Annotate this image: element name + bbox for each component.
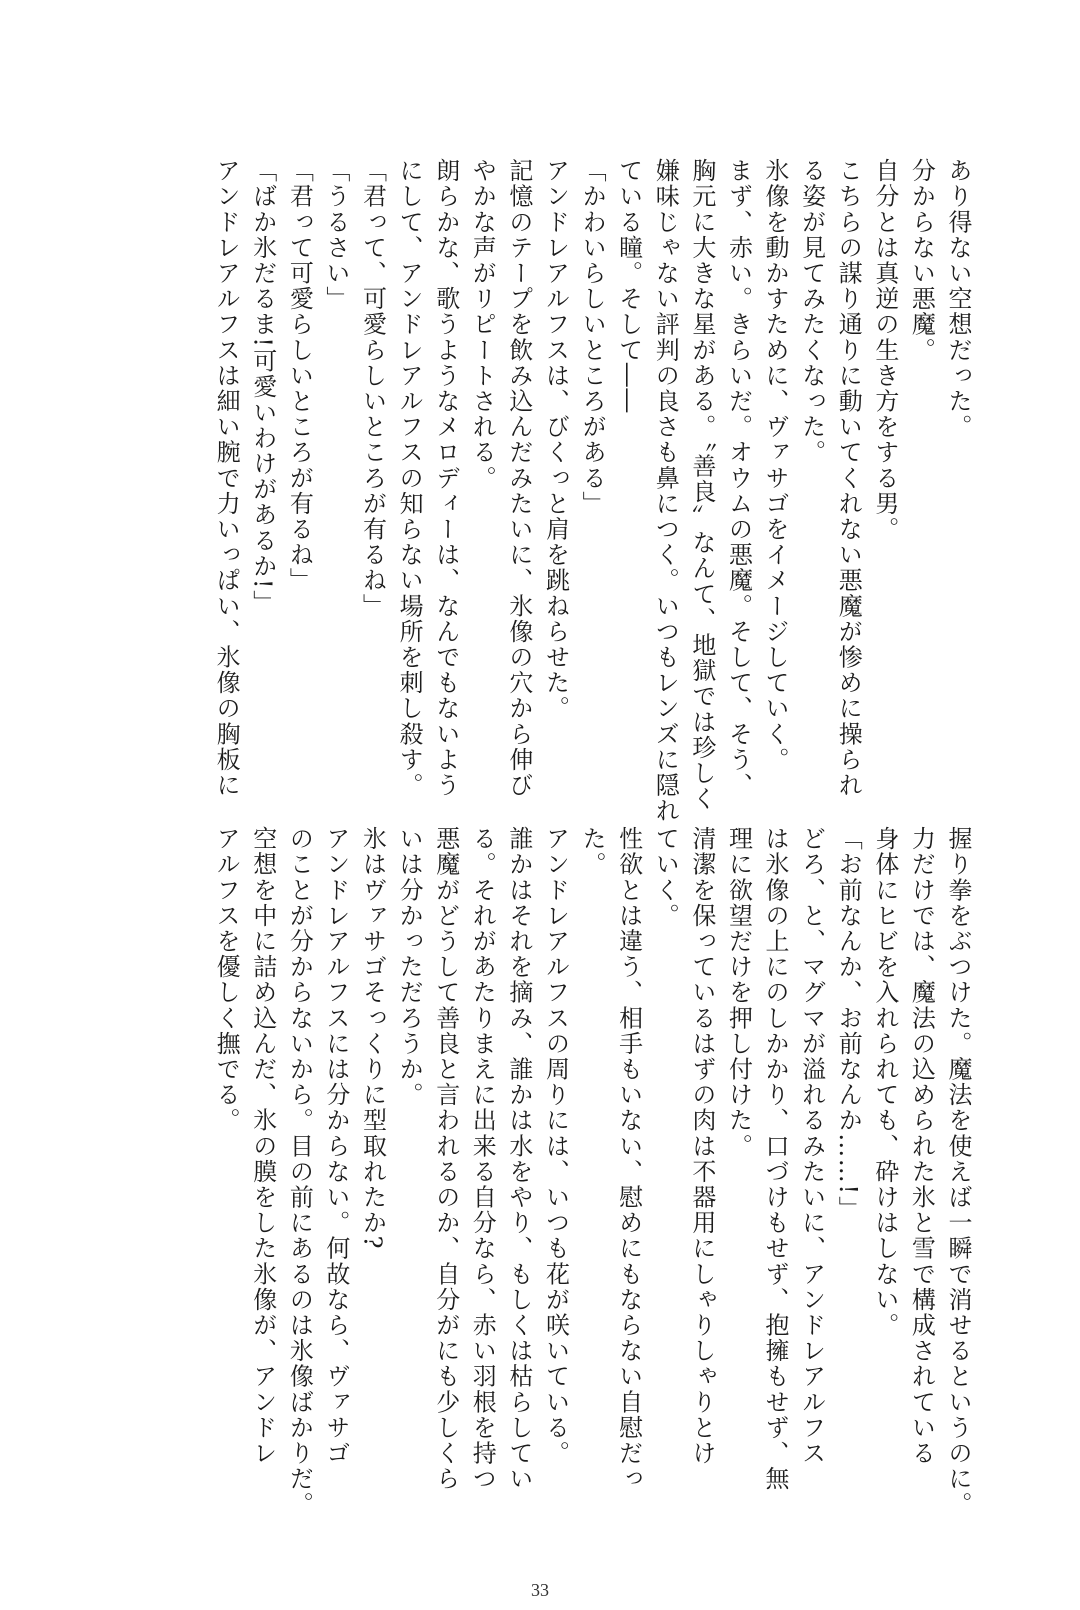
text-line: 「かわいらしいところがある」 <box>578 158 607 517</box>
text-line: ていく。 <box>651 826 680 929</box>
text-line: アンドレアルフスの周りには、いつも花が咲いている。 <box>541 826 570 1466</box>
text-line: る姿が見てみたくなった。 <box>797 158 826 466</box>
text-line: のことが分からないから。目の前にあるのは氷像ばかりだ。 <box>285 826 314 1518</box>
text-line: 「ばか氷だるま!可愛いわけがあるか!」 <box>248 158 277 616</box>
text-line: る。それがあたりまえに出来る自分なら、赤い羽根を持つ <box>468 826 497 1492</box>
text-line: やかな声がリピートされる。 <box>468 158 497 491</box>
text-line: た。 <box>578 826 607 878</box>
text-line: 分からない悪魔。 <box>907 158 936 363</box>
text-line: 胸元に大きな星がある。〝善良〟なんて、地獄では珍しく <box>687 158 716 812</box>
text-line: まず、赤い。きらいだ。オウムの悪魔。そして、そう、 <box>724 158 753 798</box>
text-line: アンドレアルフスは、びくっと肩を跳ねらせた。 <box>541 158 570 722</box>
text-line: 「君って、可愛らしいところが有るね」 <box>358 158 387 619</box>
text-line: 朗らかな、歌うようなメロディーは、なんでもないよう <box>431 158 460 798</box>
text-line: アルフスを優しく撫でる。 <box>212 826 241 1134</box>
text-line: は氷像の上にのしかかり、口づけもせず、抱擁もせず、無 <box>761 826 790 1492</box>
text-line: アンドレアルフスは細い腕で力いっぱい、氷像の胸板に <box>212 158 241 798</box>
text-line: どろ、と、マグマが溢れるみたいに、アンドレアルフス <box>797 826 826 1466</box>
text-line: 清潔を保っているはずの肉は不器用にしゃりしゃりとけ <box>687 826 716 1466</box>
text-line: 氷はヴァサゴそっくりに型取れたか? <box>358 826 387 1251</box>
text-line: 記憶のテープを飲み込んだみたいに、氷像の穴から伸び <box>504 158 533 798</box>
text-line: 「うるさい」 <box>321 158 350 312</box>
text-line: ている瞳。そして―― <box>614 158 643 414</box>
text-line: 性欲とは違う、相手もいない、慰めにもならない自慰だっ <box>614 826 643 1492</box>
text-line: いは分かっただろうか。 <box>395 826 424 1108</box>
text-line: にして、アンドレアルフスの知らない場所を刺し殺す。 <box>395 158 424 798</box>
text-block-lower <box>208 826 976 1518</box>
text-line: こちらの謀り通りに動いてくれない悪魔が惨めに操られ <box>834 158 863 798</box>
text-line: 「お前なんか、お前なんか……!」 <box>834 826 863 1222</box>
text-line: 悪魔がどうして善良と言われるのか、自分がにも少しくら <box>431 826 460 1492</box>
text-line: アンドレアルフスには分からない。何故なら、ヴァサゴ <box>321 826 350 1466</box>
text-line: あり得ない空想だった。 <box>944 158 972 440</box>
text-line: 理に欲望だけを押し付けた。 <box>724 826 753 1159</box>
text-line: 力だけでは、魔法の込められた氷と雪で構成されている <box>907 826 936 1466</box>
text-line: 誰かはそれを摘み、誰かは水をやり、もしくは枯らしてい <box>504 826 533 1492</box>
text-line: 「君って可愛らしいところが有るね」 <box>285 158 314 594</box>
text-line: 嫌味じゃない評判の良さも鼻につく。いつもレンズに隠れ <box>651 158 680 824</box>
text-block-upper <box>208 158 976 824</box>
text-line: 握り拳をぶつけた。魔法を使えば一瞬で消せるというのに。 <box>944 826 972 1518</box>
text-line: 空想を中に詰め込んだ、氷の膜をした氷像が、アンドレ <box>248 826 277 1466</box>
page-number: 33 <box>531 1580 549 1600</box>
text-line: 自分とは真逆の生き方をする男。 <box>870 158 899 542</box>
text-line: 氷像を動かすために、ヴァサゴをイメージしていく。 <box>761 158 790 773</box>
text-line: 身体にヒビを入れられても、砕けはしない。 <box>870 826 899 1338</box>
